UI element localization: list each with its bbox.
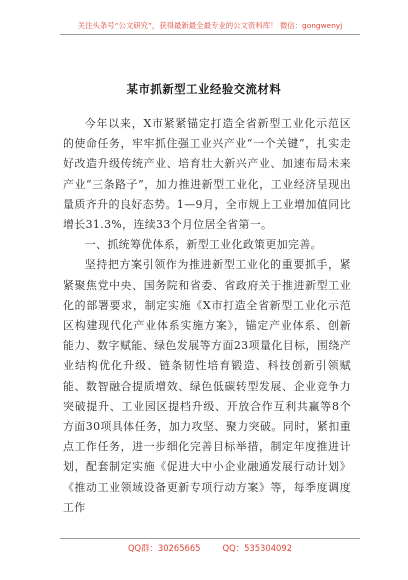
section-heading: 一、抓统筹优体系，新型工业化政策更加完善。 — [84, 238, 322, 252]
footer-qq-contact: QQ：535304092 — [222, 543, 293, 553]
page-header — [60, 8, 360, 35]
page-footer — [60, 538, 360, 554]
footer-qq-group: QQ群：30265665 — [127, 543, 201, 553]
document-title: 某市抓新型工业经验交流材料 — [126, 83, 282, 96]
body-paragraph: 坚持把方案引领作为推进新型工业化的重要抓手，紧紧聚焦党中央、国务院和省委、省政府关于推进新型工业化的部署要求，制定实施《X市打造全省新型工业化示范区构建现代化产业体系实施方案》，锚定产业体系、创新能力、数字赋能、绿色发展等方面23项量化目标，围绕产业结构优化升级、链条韧性培育锻造、科技创新引领赋能、数智融合提质增效、绿色低碳转型发展、企业竞争力突破提升、工业园区提档升级、开放合作互利共赢等8个方面30项具体任务，加力攻坚、聚力突破。同时，紧扣重点工作任务，进一步细化完善目标举措，制定年度推进计划，配套制定实施《促进大中小企业融通发展行动计划》《推动工业领域设备更新专项行动方案》等，每季度调度工作 — [63, 258, 351, 514]
document-body — [63, 114, 351, 518]
body-paragraph: 今年以来，X市紧紧锚定打造全省新型工业化示范区的使命任务，牢牢抓住强工业兴产业“一个关键”，扎实走好改造升级传统产业、培育壮大新兴产业、加速布局未来产业“三条路子”，加力推进新型工业化，工业经济呈现出量质齐升的良好态势。1—9月，全市规上工业增加值同比增长31.3%，连续33个月位居全省第一。 — [63, 117, 351, 232]
header-banner: 关注头条号“公文研究”，获得最新最全最专业的公文资料库！ 微信：gongwenyj — [77, 21, 343, 30]
